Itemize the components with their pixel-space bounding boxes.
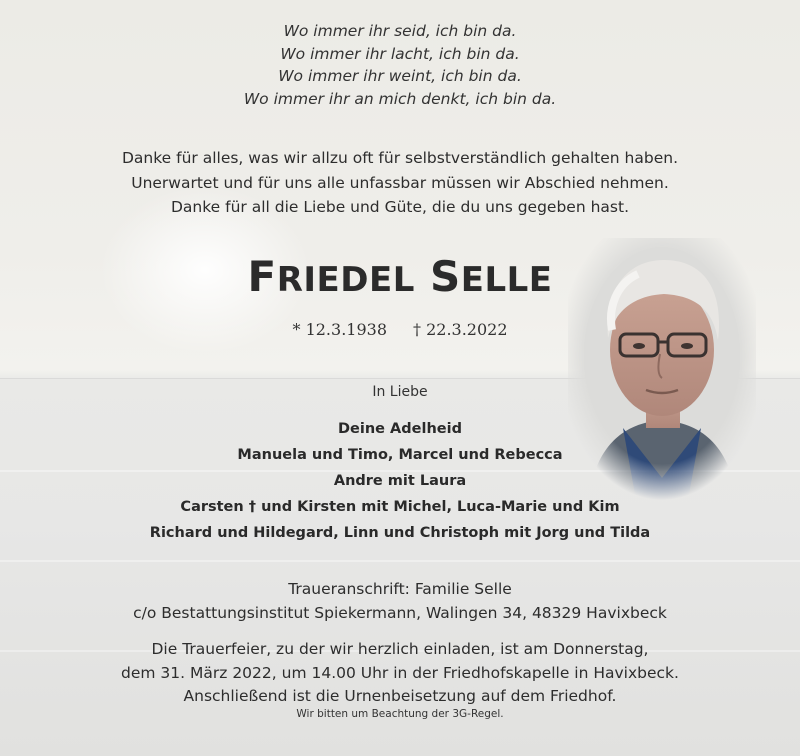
first-name-rest: RIEDEL bbox=[276, 260, 415, 300]
mourner-line: Manuela und Timo, Marcel und Rebecca bbox=[237, 447, 563, 463]
thanks-line: Danke für alles, was wir allzu oft für selbstverständlich gehalten haben. bbox=[121, 149, 679, 167]
deceased-name bbox=[200, 252, 600, 301]
poem bbox=[0, 20, 800, 110]
in-love-label: In Liebe bbox=[372, 384, 428, 400]
mourners-list bbox=[0, 416, 800, 546]
mourner-line: Richard und Hildegard, Linn und Christoph mit Jorg und Tilda bbox=[149, 525, 651, 541]
poem-line: Wo immer ihr weint, ich bin da. bbox=[278, 67, 522, 85]
address-line: c/o Bestattungsinstitut Spiekermann, Walingen 34, 48329 Havixbeck bbox=[133, 604, 667, 622]
poem-line: Wo immer ihr an mich denkt, ich bin da. bbox=[243, 89, 557, 108]
address-line: Traueranschrift: Familie Selle bbox=[288, 580, 512, 598]
poem-line: Wo immer ihr seid, ich bin da. bbox=[283, 22, 517, 40]
last-name-rest: ELLE bbox=[460, 260, 553, 300]
thanks-line: Danke für all die Liebe und Güte, die du uns gegeben hast. bbox=[171, 198, 629, 216]
thanks-text bbox=[0, 146, 800, 220]
funeral-info bbox=[0, 638, 800, 709]
mourner-line: Carsten † und Kirsten mit Michel, Luca-Marie und Kim bbox=[180, 499, 620, 515]
funeral-line: Die Trauerfeier, zu der wir herzlich einladen, ist am Donnerstag, bbox=[151, 640, 649, 658]
sea-wave bbox=[0, 560, 800, 562]
poem-line: Wo immer ihr lacht, ich bin da. bbox=[280, 44, 520, 63]
mourning-address bbox=[0, 577, 800, 625]
last-name-initial: S bbox=[429, 252, 461, 301]
mourner-line: Deine Adelheid bbox=[338, 421, 462, 437]
mourner-line: Andre mit Laura bbox=[333, 473, 467, 489]
funeral-line: dem 31. März 2022, um 14.00 Uhr in der Friedhofskapelle in Havixbeck. bbox=[121, 663, 679, 682]
birth-date: * 12.3.1938 bbox=[292, 320, 387, 339]
3g-rule-note: Wir bitten um Beachtung der 3G-Regel. bbox=[296, 708, 504, 720]
first-name-initial: F bbox=[247, 252, 277, 301]
life-dates bbox=[200, 320, 600, 339]
thanks-line: Unerwartet und für uns alle unfassbar müssen wir Abschied nehmen. bbox=[131, 173, 669, 192]
death-date: † 22.3.2022 bbox=[413, 320, 508, 339]
funeral-line: Anschließend ist die Urnenbeisetzung auf dem Friedhof. bbox=[183, 687, 617, 705]
